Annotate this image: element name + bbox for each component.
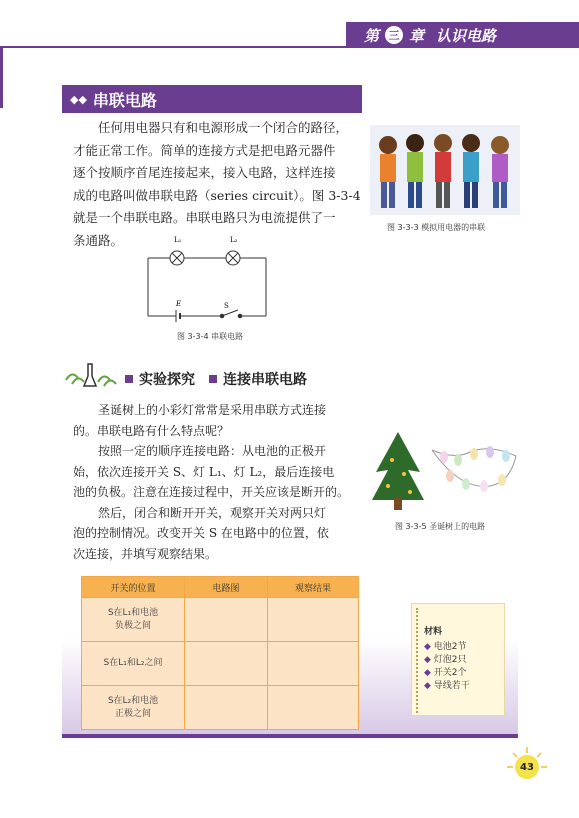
left-edge-bar: [0, 48, 3, 108]
text-line: 按照一定的顺序连接电路：从电池的正极开: [98, 444, 327, 458]
switch-position-cell: [82, 686, 185, 730]
text-line: 池的负极。注意在连接过程中，开关应该是断开的。: [73, 485, 350, 499]
table-row: [82, 642, 359, 686]
intro-line: 任何用电器只有和电源形成一个闭合的路径，: [98, 120, 349, 135]
materials-item: [424, 654, 504, 667]
diamond-icon: ◆◆: [70, 92, 87, 106]
chapter-title: 认识电路: [436, 26, 497, 45]
binding-dots: [416, 608, 420, 713]
experiment-title-a: 实验探究: [139, 372, 195, 388]
table-row: [82, 686, 359, 730]
diamond-bullet-icon: ◆: [424, 655, 434, 665]
text-line: 然后，闭合和断开开关，观察开关对两只灯: [98, 505, 327, 520]
text-line: 圣诞树上的小彩灯常常是采用串联方式连接: [98, 403, 327, 417]
label-l1: L₁: [174, 236, 182, 244]
intro-line: 条通路。: [73, 232, 124, 248]
figure-caption: 图 3-3-3 模拟用电器的串联: [387, 223, 486, 232]
page-number: 43: [515, 755, 539, 779]
diamond-bullet-icon: ◆: [424, 668, 434, 678]
switch-position-cell: [82, 598, 185, 642]
section-title-text: 串联电路: [92, 90, 157, 110]
materials-title: 材料: [424, 627, 443, 637]
label-e: E: [176, 300, 182, 308]
diamond-bullet-icon: ◆: [424, 681, 434, 691]
result-cell[interactable]: [268, 642, 359, 686]
square-bullet-icon: [209, 375, 217, 383]
materials-item-text: 电池2节: [433, 642, 467, 652]
chapter-number: 三: [385, 26, 403, 44]
switch-position-cell: [82, 642, 185, 686]
cell-text: 正极之间: [114, 708, 151, 719]
materials-note: [411, 603, 505, 716]
table-header: 电路图: [185, 577, 268, 598]
chapter-prefix: 第: [364, 26, 380, 45]
result-cell[interactable]: [268, 598, 359, 642]
figure-caption: 图 3-3-5 圣诞树上的电路: [395, 522, 486, 531]
chapter-suffix: 章: [409, 26, 425, 45]
christmas-tree-lights-illustration: [370, 430, 520, 512]
materials-item-text: 开关2个: [433, 668, 467, 678]
square-bullet-icon: [125, 375, 133, 383]
text-line: 始，依次连接开关 S、灯 L₁、灯 L₂，最后连接电: [73, 464, 335, 479]
table-header: 观察结果: [268, 577, 359, 598]
experiment-title: [125, 369, 307, 389]
table-header: 开关的位置: [82, 577, 185, 598]
cell-text: 负极之间: [114, 620, 151, 631]
text-line: 的。串联电路有什么特点呢？: [73, 423, 230, 438]
materials-item: [424, 667, 504, 680]
section-title: [62, 85, 362, 113]
materials-item: [424, 680, 504, 693]
experiment-text: [73, 400, 363, 564]
bottom-rule: [62, 734, 518, 738]
figure-caption: 图 3-3-4 串联电路: [177, 332, 244, 341]
label-l2: L₂: [230, 236, 238, 244]
text-line: 次连接，并填写观察结果。: [73, 546, 218, 561]
intro-line: 成的电路叫做串联电路（series circuit）。图 3-3-4: [73, 187, 361, 203]
diagram-cell[interactable]: [185, 686, 268, 730]
intro-line: 逐个按顺序首尾连接起来，接入电路，这样连接: [73, 165, 336, 180]
experiment-title-b: 连接串联电路: [223, 372, 307, 388]
observation-table: [81, 576, 359, 730]
kids-holding-hands-illustration: [370, 125, 520, 215]
diagram-cell[interactable]: [185, 598, 268, 642]
diamond-bullet-icon: ◆: [424, 642, 434, 652]
intro-line: 就是一个串联电路。串联电路只为电流提供了一: [73, 210, 336, 225]
experiment-icon: [62, 360, 120, 390]
table-row: [82, 598, 359, 642]
cell-text: S在L₁和L₂之间: [103, 658, 163, 668]
materials-item: [424, 641, 504, 654]
diagram-cell[interactable]: [185, 642, 268, 686]
series-circuit-diagram: [140, 230, 275, 325]
result-cell[interactable]: [268, 686, 359, 730]
materials-item-text: 灯泡2只: [433, 655, 467, 665]
cell-text: S在L₁和电池: [107, 607, 159, 618]
cell-text: S在L₂和电池: [107, 695, 159, 706]
label-s: S: [224, 302, 229, 310]
materials-item-text: 导线若干: [433, 681, 470, 691]
text-line: 泡的控制情况。改变开关 S 在电路中的位置，依: [73, 526, 329, 540]
chapter-header: [346, 22, 579, 48]
intro-line: 才能正常工作。简单的连接方式是把电路元器件: [73, 142, 336, 158]
